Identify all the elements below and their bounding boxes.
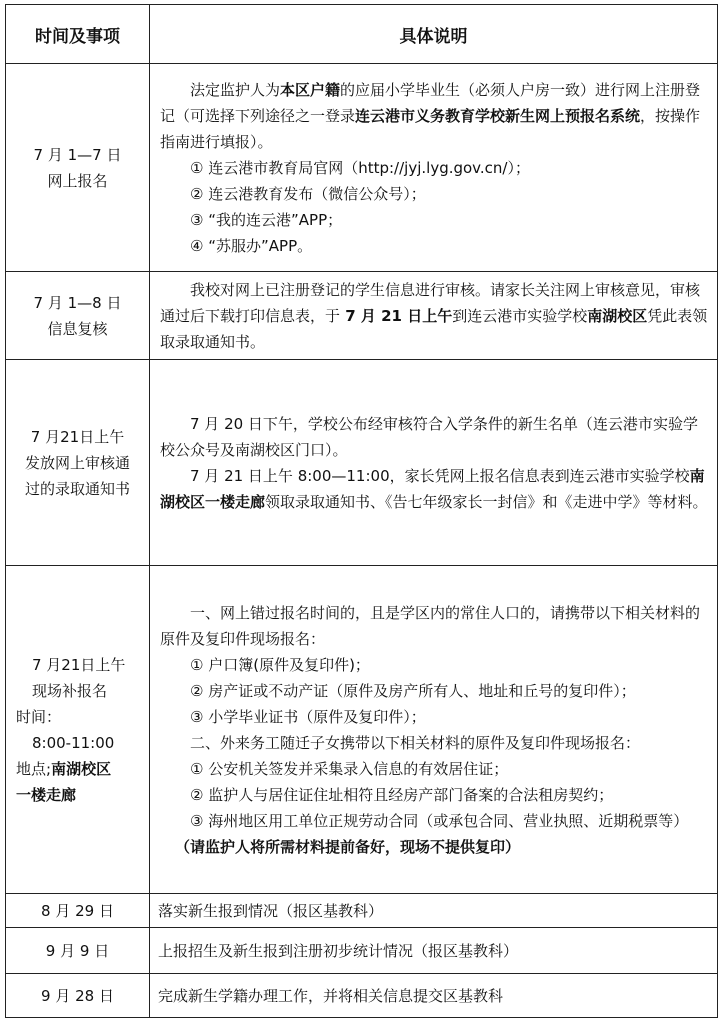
- schedule-table: [5, 4, 718, 1018]
- list-item: ② 连云港教育发布（微信公众号）；: [190, 184, 426, 203]
- bold-text: 本区户籍: [280, 80, 341, 99]
- table-row: [6, 566, 718, 894]
- location-cont: [16, 782, 149, 808]
- list-item: ① 公安机关签发并采集录入信息的有效居住证；: [190, 759, 509, 778]
- table-row: [6, 928, 718, 974]
- row-description: 完成新生学籍办理工作，并将相关信息提交区基教科: [150, 974, 718, 1018]
- row-event: 网上报名: [47, 171, 108, 190]
- row-time-cell: [6, 272, 150, 360]
- text: 到连云港市实验学校: [452, 306, 588, 325]
- row-time: 9 月 28 日: [6, 974, 150, 1018]
- paragraph: 7 月 20 日下午，学校公布经审核符合入学条件的新生名单（连云港市实验学校公众号及南湖校区门口）。: [160, 414, 698, 459]
- list-item: ① 连云港市教育局官网（http://jyj.lyg.gov.cn/）；: [190, 158, 530, 177]
- bold-text: 南湖校区一楼走廊: [160, 466, 705, 511]
- row-time: 7 月21日上午: [32, 655, 126, 674]
- time-value: 8:00-11:00: [32, 733, 115, 752]
- row-time-cell: [6, 360, 150, 566]
- table-row: [6, 974, 718, 1018]
- time-label: 时间：: [16, 707, 62, 726]
- text: 领取录取通知书、《告七年级家长一封信》和《走进中学》等材料。: [265, 492, 708, 511]
- row-time: 7 月 1—8 日: [33, 293, 122, 312]
- text: 法定监护人为: [190, 80, 281, 99]
- row-event: 现场补报名: [32, 681, 108, 700]
- bold-text: 连云港市义务教育学校新生网上预报名系统: [355, 106, 641, 125]
- row-time: 7 月21日上午: [30, 427, 125, 446]
- bold-text: 7 月 21 日上午: [340, 306, 453, 325]
- list-item: ② 房产证或不动产证（原件及房产所有人、地址和丘号的复印件）；: [190, 681, 636, 700]
- list-item: ③ 小学毕业证书（原件及复印件）；: [190, 707, 426, 726]
- text: 7 月 21 日上午 8:00—11:00，家长凭网上报名信息表到连云港市实验学校: [190, 466, 690, 485]
- header-time: 时间及事项: [6, 5, 150, 64]
- list-item: ② 监护人与居住证住址相符且经房产部门备案的合法租房契约；: [190, 785, 614, 804]
- table-row: [6, 64, 718, 272]
- row-event: 发放网上审核通: [24, 453, 130, 472]
- row-description-cell: [150, 566, 718, 894]
- row-time-cell: [6, 64, 150, 272]
- row-description-cell: [150, 272, 718, 360]
- paragraph: 二、外来务工随迁子女携带以下相关材料的原件及复印件现场报名：: [190, 733, 641, 752]
- text: 的应届小学毕业生（必须人户房一致）进行网上注册登记（可选择下列途径之一登录: [160, 80, 701, 125]
- text: 我校对网上已注册登记的学生信息进行审核。请家长关注网上审核意见，审核通过后下载打印信息表，于: [160, 280, 701, 325]
- row-description-cell: [150, 64, 718, 272]
- row-time: 7 月 1—7 日: [33, 145, 122, 164]
- list-item: ③ 海州地区用工单位正规劳动合同（或承包合同、营业执照、近期税票等）: [190, 811, 689, 830]
- header-description: 具体说明: [150, 5, 718, 64]
- text: ，按操作指南进行填报）。: [160, 106, 701, 151]
- text: 凭此表领取录取通知书。: [160, 306, 708, 351]
- row-event: 信息复核: [47, 319, 108, 338]
- bold-text: 南湖校区: [51, 759, 112, 778]
- paragraph: [160, 277, 709, 355]
- bold-text: 一楼走廊: [16, 785, 77, 804]
- table-row: [6, 272, 718, 360]
- table-row: [6, 894, 718, 928]
- row-description-cell: [150, 360, 718, 566]
- location-label: 地点;: [16, 759, 52, 778]
- list-item: ③ “我的连云港”APP；: [190, 210, 343, 229]
- row-event: 过的录取通知书: [24, 479, 130, 498]
- paragraph: [160, 463, 709, 515]
- row-time: 8 月 29 日: [6, 894, 150, 928]
- row-description: 上报招生及新生报到注册初步统计情况（报区基教科）: [150, 928, 718, 974]
- bold-text: 南湖校区: [587, 306, 648, 325]
- location: [16, 756, 149, 782]
- row-description: 落实新生报到情况（报区基教科）: [150, 894, 718, 928]
- list-item: ④ “苏服办”APP。: [190, 236, 313, 255]
- row-time-cell: [6, 566, 150, 894]
- header-row: [6, 5, 718, 64]
- list-item: ① 户口簿(原件及复印件)；: [190, 655, 370, 674]
- row-time: 9 月 9 日: [6, 928, 150, 974]
- note: （请监护人将所需材料提前备好，现场不提供复印）: [175, 837, 521, 856]
- paragraph: [160, 77, 709, 155]
- table-row: [6, 360, 718, 566]
- paragraph: 一、网上错过报名时间的，且是学区内的常住人口的，请携带以下相关材料的原件及复印件现场报名：: [160, 603, 701, 648]
